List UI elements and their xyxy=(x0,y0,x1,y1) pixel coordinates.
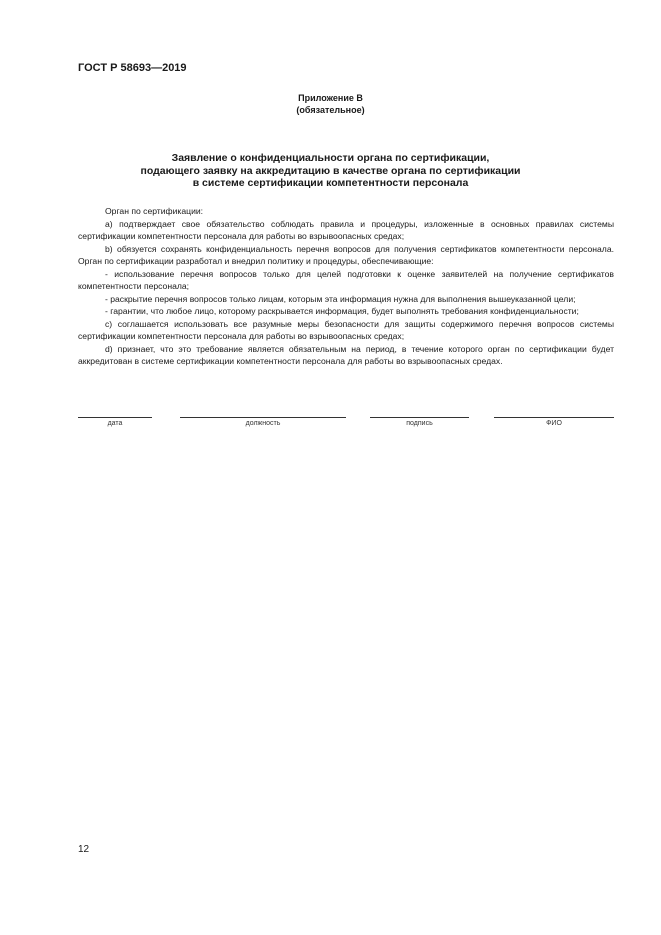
position-field[interactable] xyxy=(180,417,346,432)
paragraph-c: с) соглашается использовать все разумные меры безопасности для защиты содержимого перечня вопросов системы сертификации компетентности персонала для работы во взрывоопасных средах; xyxy=(78,318,614,341)
signature-label: подпись xyxy=(406,420,433,427)
title-line-1: Заявление о конфиденциальности органа по сертификации, xyxy=(171,152,490,164)
annex-title: Приложение В xyxy=(298,93,363,103)
position-label: должность xyxy=(245,420,281,427)
statement-title xyxy=(90,152,571,190)
title-line-3: в системе сертификации компетентности персонала xyxy=(192,177,469,189)
paragraph-b: b) обязуется сохранять конфиденциальность перечня вопросов для получения сертификатов компетентности персонала. Орган по сертификации разработал и внедрил политику и процедуры, обеспечивающие: xyxy=(78,243,614,266)
annex-heading xyxy=(0,92,661,116)
date-field[interactable] xyxy=(78,417,152,432)
paragraph-intro: Орган по сертификации: xyxy=(105,206,204,216)
date-label: дата xyxy=(107,420,123,427)
paragraph-d: d) признает, что это требование является обязательным на период, в течение которого орган по сертификации будет аккредитован в системе сертификации компетентности персонала для работы во взрывоопасных средах. xyxy=(78,343,614,366)
document-code: ГОСТ Р 58693—2019 xyxy=(78,62,187,74)
full-name-field[interactable] xyxy=(494,417,614,432)
page-number: 12 xyxy=(78,844,90,855)
paragraph-a: а) подтверждает свое обязательство соблюдать правила и процедуры, изложенные в основных правилах системы сертификации компетентности персонала для работы во взрывоопасных средах; xyxy=(78,218,614,241)
paragraph-b-item-2: - раскрытие перечня вопросов только лицам, которым эта информация нужна для выполнения вышеуказанной цели; xyxy=(105,293,576,304)
signature-field[interactable] xyxy=(370,417,469,432)
annex-status: (обязательное) xyxy=(296,105,365,115)
title-line-2: подающего заявку на аккредитацию в качестве органа по сертификации xyxy=(140,164,521,177)
paragraph-b-item-1: - использование перечня вопросов только для целей подготовки к оценке заявителей на получение сертификатов компетентности персонала; xyxy=(78,268,614,291)
full-name-label: ФИО xyxy=(546,420,562,427)
statement-body xyxy=(78,205,614,368)
signature-block xyxy=(0,417,661,437)
paragraph-b-item-3: - гарантии, что любое лицо, которому раскрывается информация, будет выполнять требования конфиденциальности; xyxy=(105,306,579,316)
